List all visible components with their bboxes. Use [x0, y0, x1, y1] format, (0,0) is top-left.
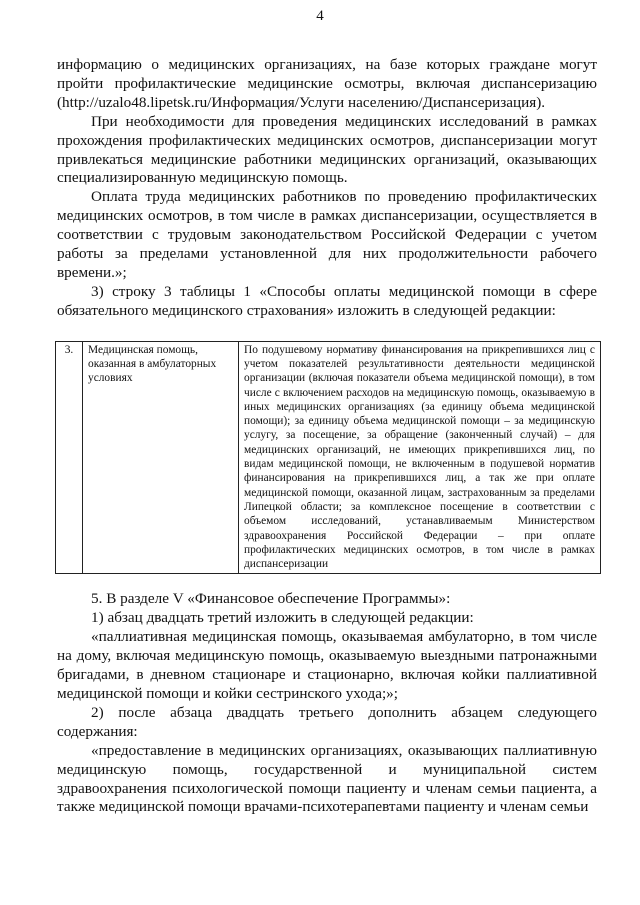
document-body	[57, 56, 597, 817]
paragraph: «паллиативная медицинская помощь, оказываемая амбулаторно, в том числе на дому, включая медицинскую помощь, оказываемую выездными патронажными бригадами, в дневном стационаре и стационарно, включая койки паллиативной медицинской помощи и койки сестринского ухода;»;	[57, 628, 597, 702]
paragraph: 5. В разделе V «Финансовое обеспечение Программы»:	[91, 590, 451, 608]
paragraph: 2) после абзаца двадцать третьего дополнить абзацем следующего содержания:	[57, 703, 597, 740]
payment-method-cell: По подушевому нормативу финансирования на прикрепившихся лиц с учетом показателей результативности деятельности медицинской организации (включая показатели объема медицинской помощи), в том числе с включением расходов на медицинскую помощь, оказываемую в иных медицинских организациях (за единицу объема медицинской помощи); за единицу объема медицинской помощи – за медицинскую услугу, за посещение, за обращение (законченный случай) – для медицинских организаций, не имеющих прикрепившихся лиц, по видам медицинской помощи, не включенным в подушевой норматив финансирования на прикрепившихся лиц, а так же при оплате медицинской помощи, оказанной лицам, застрахованным за пределами Липецкой области; за комплексное посещение в соответствии с объемом исследований, устанавливаемым Министерством здравоохранения Российской Федерации – при оплате профилактических медицинских осмотров, в том числе в рамках диспансеризации	[239, 341, 601, 574]
paragraphs-top	[57, 56, 597, 321]
paragraphs-bottom	[57, 590, 597, 817]
paragraph: Оплата труда медицинских работников по проведению профилактических медицинских осмотров, в том числе в рамках диспансеризации, осуществляется в соответствии с трудовым законодательством Российской Федерации с учетом работы за пределами установленной для них продолжительности рабочего времени.»;	[57, 188, 597, 281]
paragraph: При необходимости для проведения медицинских исследований в рамках прохождения профилактических медицинских осмотров, диспансеризации могут привлекаться медицинские работники медицинских организаций, оказывающих специализированную медицинскую помощь.	[57, 112, 597, 187]
table-row	[56, 341, 601, 574]
paragraph: 3) строку 3 таблицы 1 «Способы оплаты медицинской помощи в сфере обязательного медицинского страхования» изложить в следующей редакции:	[57, 282, 597, 319]
care-type-cell: Медицинская помощь, оказанная в амбулаторных условиях	[83, 341, 239, 574]
row-number-cell: 3.	[56, 341, 83, 574]
page-number: 4	[316, 8, 324, 24]
paragraph: 1) абзац двадцать третий изложить в следующей редакции:	[91, 609, 474, 627]
paragraph: «предоставление в медицинских организациях, оказывающих паллиативную медицинскую помощь, государственной и муниципальной систем здравоохранения психологической помощи пациенту и членам семьи пациента, а также медицинской помощи врачами-психотерапевтами пациенту и членам семьи	[57, 741, 597, 816]
paragraph: информацию о медицинских организациях, на базе которых граждане могут пройти профилактические медицинские осмотры, включая диспансеризацию (http://uzalo48.lipetsk.ru/Информация/Услуги населению/Диспансеризация).	[57, 56, 597, 111]
payment-methods-table	[55, 341, 601, 575]
